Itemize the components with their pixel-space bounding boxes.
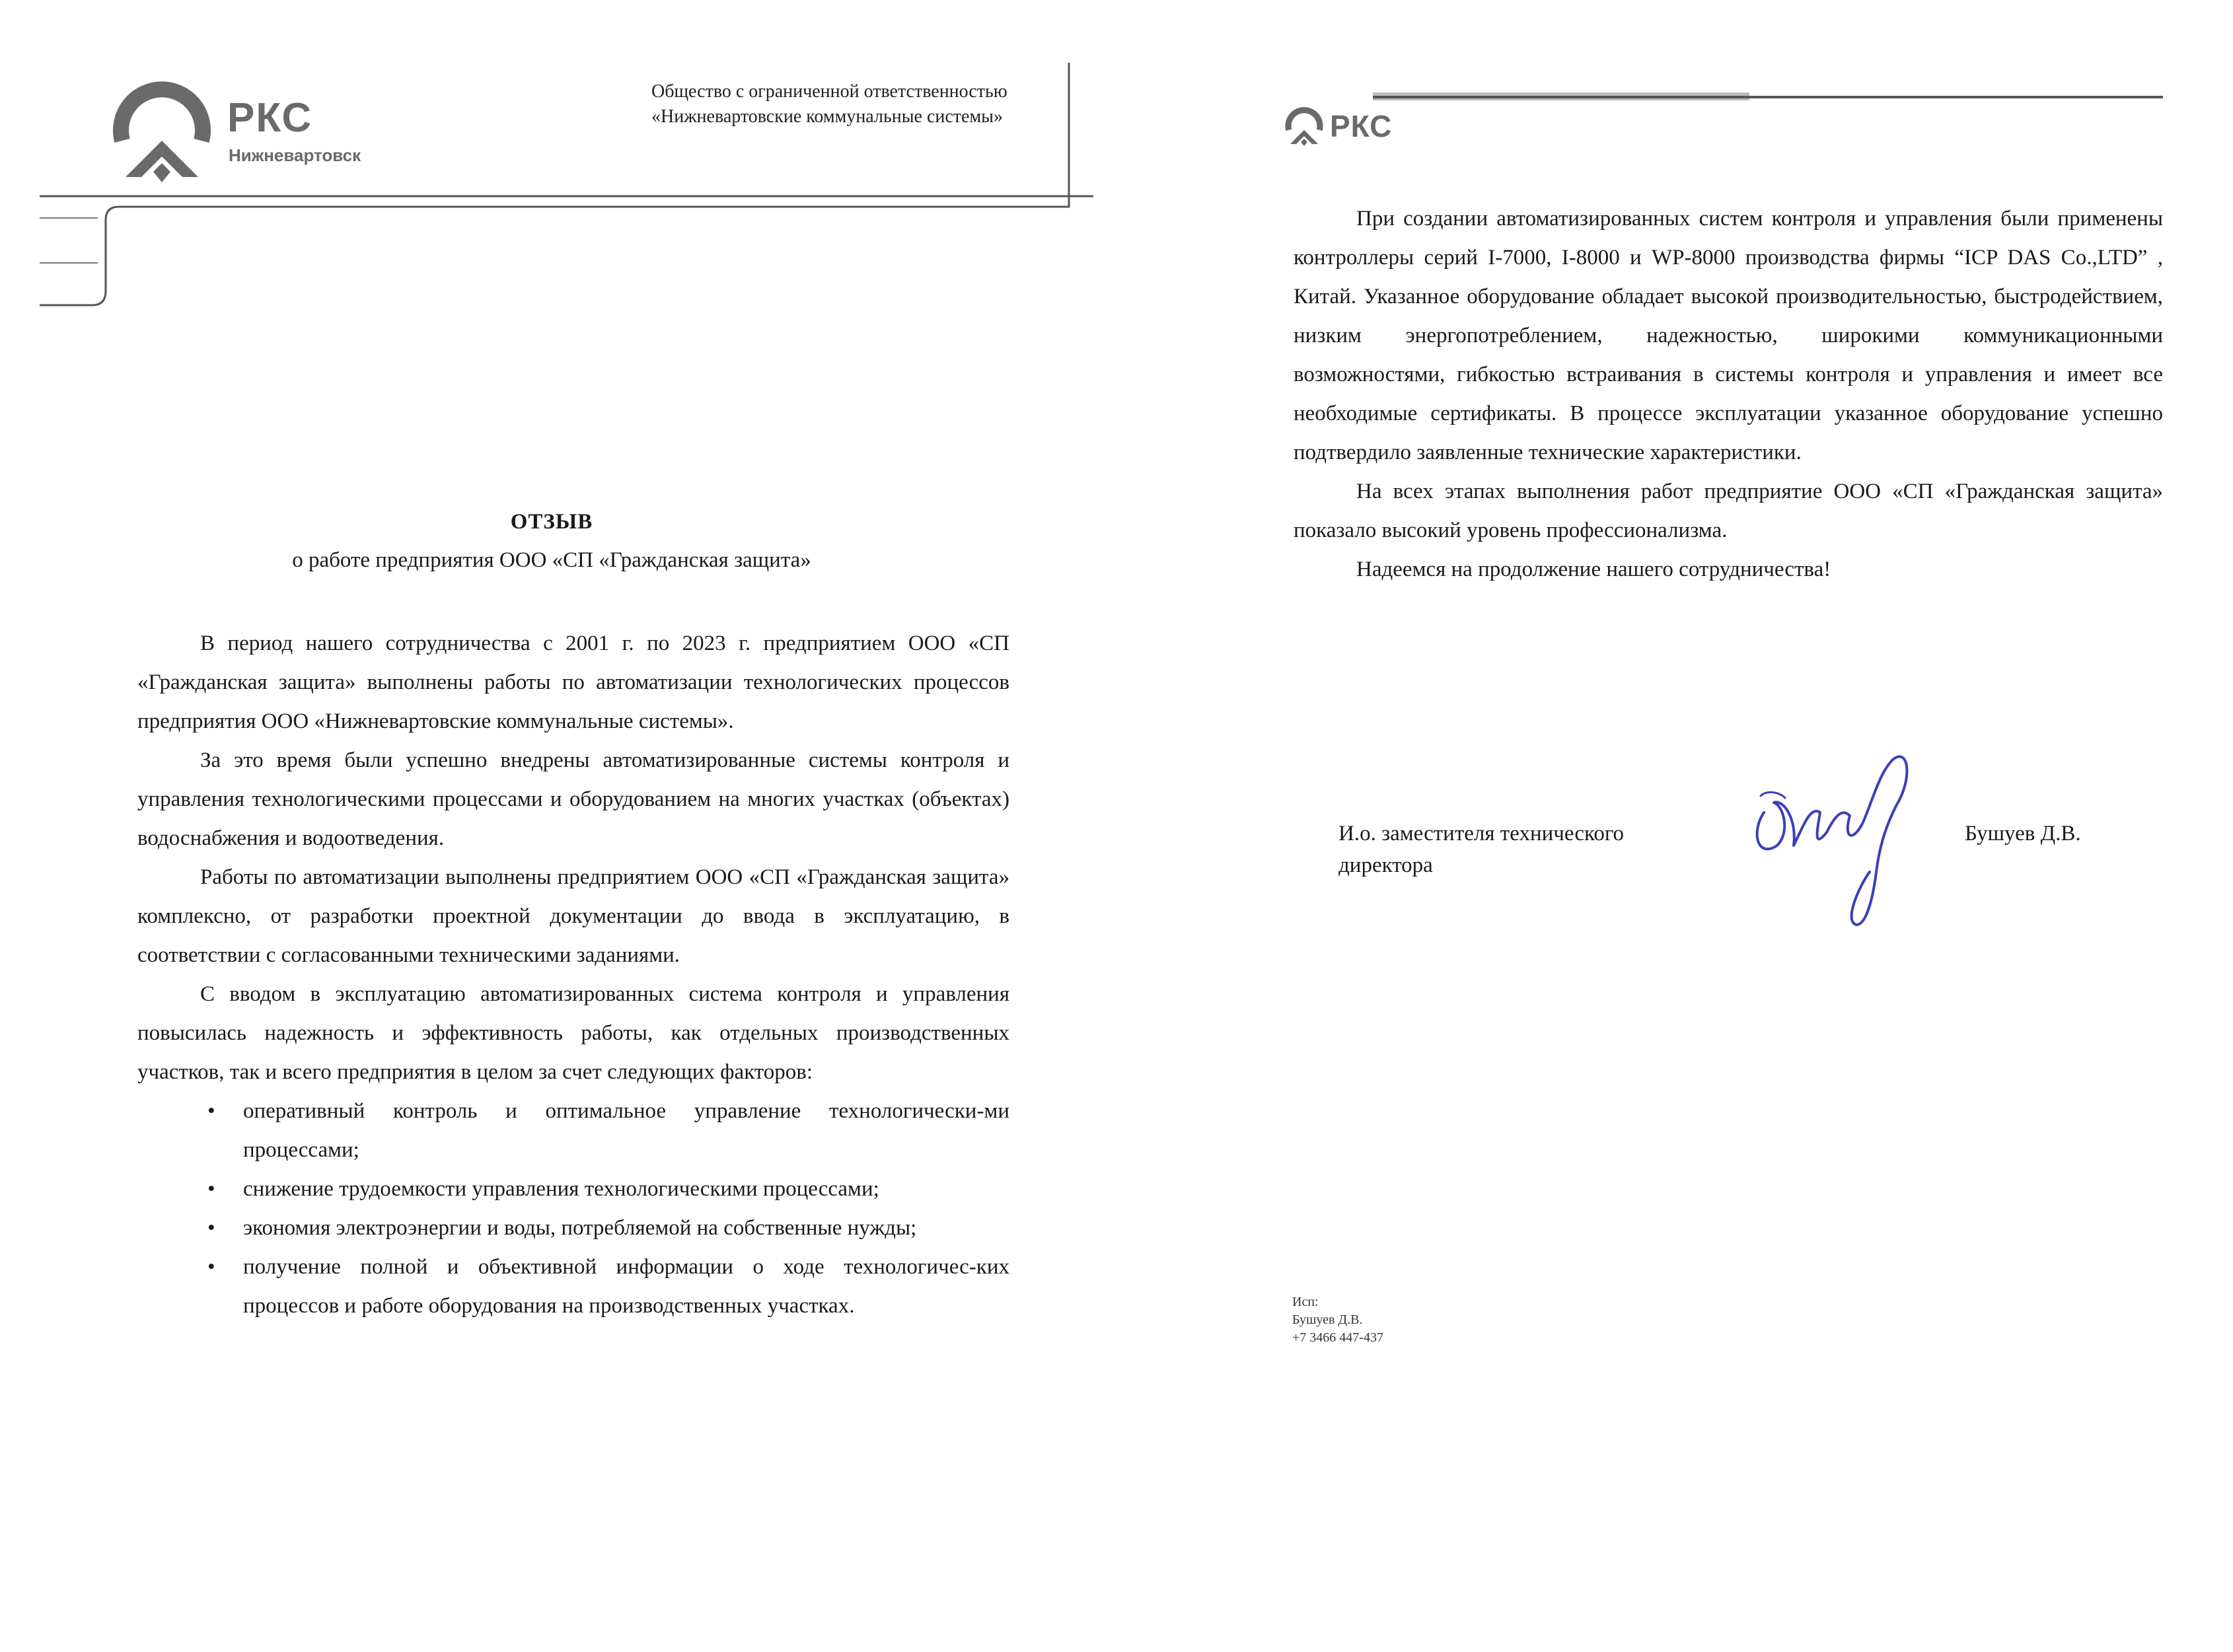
organization-name (651, 79, 1074, 129)
letter-page-1 (0, 0, 1116, 1652)
paragraph-professionalism: На всех этапах выполнения работ предприятие ООО «СП «Гражданская защита» показало высокий уровень профессионализма. (1294, 480, 2163, 542)
signatory-name: Бушуев Д.В. (1965, 822, 2081, 845)
paragraph-controllers: При создании автоматизированных систем контроля и управления были применены контроллеры серий I-7000, I-8000 и WP-8000 производства фирмы “ICP DAS Co.,LTD” , Китай. Указанное оборудование обладает высокой производительностью, быстродействием, низким энергопотреблением, надежностью, широкими коммуникационными возможностями, гибкостью встраивания в системы контроля и управления и имеет все необходимые сертификаты. В процессе эксплуатации указанное оборудование успешно подтвердило заявленные технические характеристики. (1294, 207, 2163, 464)
executor-info (1292, 1293, 1383, 1347)
letter-body-page-1 (137, 624, 1009, 1326)
signatory-role-line-2: директора (1338, 853, 1433, 877)
company-logo-small (1285, 106, 1457, 152)
document-subtitle: о работе предприятия ООО «СП «Гражданская защита» (292, 548, 811, 572)
list-item: • снижение трудоемкости управления технологическими процессами; (243, 1170, 1009, 1209)
signatory-role-line-1: И.о. заместителя технического (1338, 822, 1625, 845)
brand-city: Нижневартовск (229, 145, 361, 165)
letter-body-page-2 (1294, 199, 2163, 589)
document-title: ОТЗЫВ (510, 510, 593, 534)
executor-label: Исп: (1292, 1295, 1319, 1309)
mountain-logo-icon (112, 78, 211, 184)
paragraph-reliability: С вводом в эксплуатацию автоматизированных система контроля и управления повысилась надежность и эффективность работы, как отдельных производственных участков, так и всего предприятия в целом за счет следующих факторов: (137, 982, 1009, 1084)
executor-phone: +7 3466 447-437 (1292, 1330, 1383, 1345)
mountain-logo-icon (1285, 106, 1323, 147)
paragraph-cooperation: В период нашего сотрудничества с 2001 г. по 2023 г. предприятием ООО «СП «Гражданская защита» выполнены работы по автоматизации технологических процессов предприятия ООО «Нижневартовские коммунальные системы». (137, 631, 1009, 733)
list-item: • оперативный контроль и оптимальное управление технологически-ми процессами; (243, 1092, 1009, 1170)
header-rule (1373, 96, 2163, 98)
paragraph-closing: Надеемся на продолжение нашего сотрудничества! (1356, 557, 1831, 581)
company-logo (112, 78, 390, 184)
brand-name: РКС (1330, 109, 1393, 143)
paragraph-automation-works: Работы по автоматизации выполнены предприятием ООО «СП «Гражданская защита» комплексно, от разработки проектной документации до ввода в эксплуатацию, в соответствии с согласованными техническими заданиями. (137, 865, 1009, 967)
paragraph-implemented-systems: За это время были успешно внедрены автоматизированные системы контроля и управления технологическими процессами и оборудованием на многих участках (объектах) водоснабжения и водоотведения. (137, 748, 1009, 850)
organization-line-1: Общество с ограниченной ответственностью (651, 81, 1007, 102)
list-item: • получение полной и объективной информации о ходе технологичес-ких процессов и работе оборудования на производственных участках. (243, 1248, 1009, 1326)
factors-list (137, 1092, 1009, 1326)
executor-name: Бушуев Д.В. (1292, 1312, 1363, 1327)
signatory-role (1338, 818, 1708, 881)
brand-name: РКС (227, 95, 313, 141)
handwritten-signature (1744, 733, 1929, 931)
list-item: • экономия электроэнергии и воды, потребляемой на собственные нужды; (243, 1209, 1009, 1248)
organization-line-2: «Нижневартовские коммунальные системы» (651, 106, 1003, 127)
